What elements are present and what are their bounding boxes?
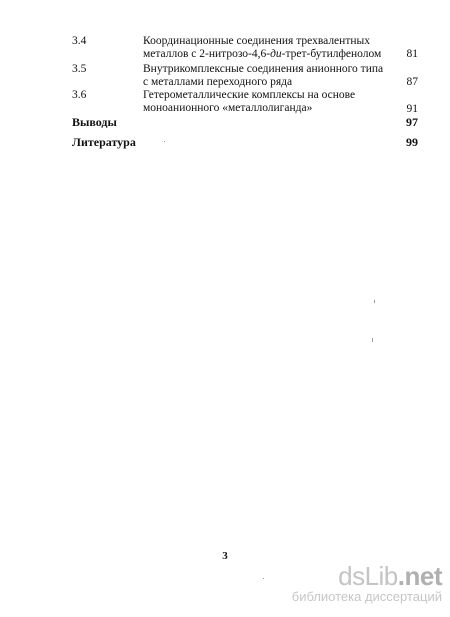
watermark-tagline: библиотека диссертаций [291,589,442,604]
watermark-logo: dsLib.net [338,561,442,591]
section-title-line: с металлами переходного ряда [143,76,293,88]
dslib-watermark [292,563,442,605]
section-title-line: Внутрикомплексные соединения анионного типа [143,63,384,75]
section-number: 3.6 [72,89,87,101]
section-title [143,35,393,61]
literature-label: Литература [72,135,136,149]
section-title [143,63,393,89]
section-title-line: Гетерометаллические комплексы на основе [143,89,356,101]
section-page: 91 [406,103,418,115]
section-title-line: моноанионного «металлолиганда» [143,102,313,114]
section-number: 3.5 [72,63,87,75]
section-title-line: Координационные соединения трехвалентных [143,35,370,47]
conclusions-label: Выводы [72,115,117,129]
section-page: 81 [406,48,418,60]
section-page: 87 [406,76,418,88]
page-number: 3 [222,550,228,562]
scan-speck [372,338,373,342]
scan-speck [164,141,165,142]
conclusions-page: 97 [406,115,418,129]
scan-speck [263,578,264,579]
section-title-line: металлов с 2-нитрозо-4,6-ди-трет-бутилфенолом [143,48,382,60]
section-number: 3.4 [72,35,87,47]
section-title [143,89,393,115]
literature-page: 99 [406,135,418,149]
scan-speck [374,300,375,303]
